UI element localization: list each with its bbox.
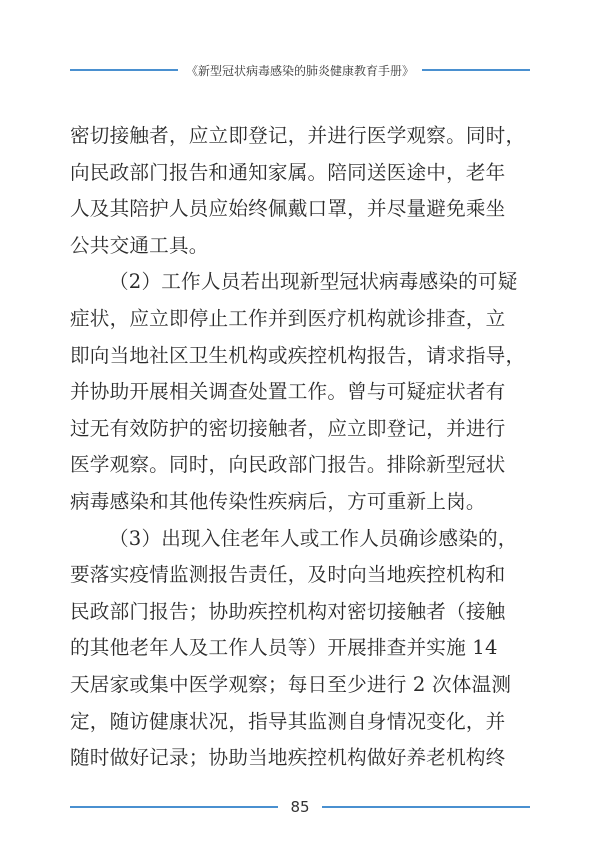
text-line: 随时做好记录；协助当地疾控机构做好养老机构终 [70, 746, 506, 770]
page-header [70, 60, 530, 80]
text-line: 民政部门报告；协助疾控机构对密切接触者（接触 [70, 599, 506, 623]
text-line: 公共交通工具。 [70, 233, 209, 257]
paragraph-item-2 [70, 264, 530, 520]
paragraph-item-3 [70, 521, 530, 777]
body-text [70, 118, 530, 777]
paragraph-continuation [70, 118, 530, 264]
header-rule-left [70, 69, 178, 71]
text-line: 定，随访健康状况，指导其监测自身情况变化，并 [70, 709, 506, 733]
header-rule-right [422, 69, 530, 71]
text-line: 医学观察。同时，向民政部门报告。排除新型冠状 [70, 453, 506, 477]
page-number: 85 [290, 798, 310, 816]
page-footer [70, 795, 530, 819]
text-line: 过无有效防护的密切接触者，应立即登记，并进行 [70, 416, 506, 440]
text-line: 天居家或集中医学观察；每日至少进行 2 次体温测 [70, 672, 512, 696]
text-line: 人及其陪护人员应始终佩戴口罩，并尽量避免乘坐 [70, 197, 506, 221]
book-title: 《新型冠状病毒感染的肺炎健康教育手册》 [186, 63, 415, 78]
text-line: 向民政部门报告和通知家属。陪同送医途中，老年 [70, 160, 506, 184]
text-line: 症状，应立即停止工作并到医疗机构就诊排查，立 [70, 306, 506, 330]
text-line: 密切接触者，应立即登记，并进行医学观察。同时， [70, 124, 526, 147]
footer-rule-left [70, 806, 278, 808]
text-line: （3）出现入住老年人或工作人员确诊感染的， [109, 526, 518, 550]
text-line: 病毒感染和其他传染性疾病后，方可重新上岗。 [70, 489, 486, 513]
text-line: （2）工作人员若出现新型冠状病毒感染的可疑 [109, 270, 518, 294]
text-line: 即向当地社区卫生机构或疾控机构报告，请求指导， [70, 343, 526, 367]
text-line: 要落实疫情监测报告责任，及时向当地疾控机构和 [70, 563, 506, 587]
footer-rule-right [322, 806, 530, 808]
text-line: 的其他老年人及工作人员等）开展排查并实施 14 [70, 636, 498, 660]
text-line: 并协助开展相关调查处置工作。曾与可疑症状者有 [70, 380, 506, 404]
